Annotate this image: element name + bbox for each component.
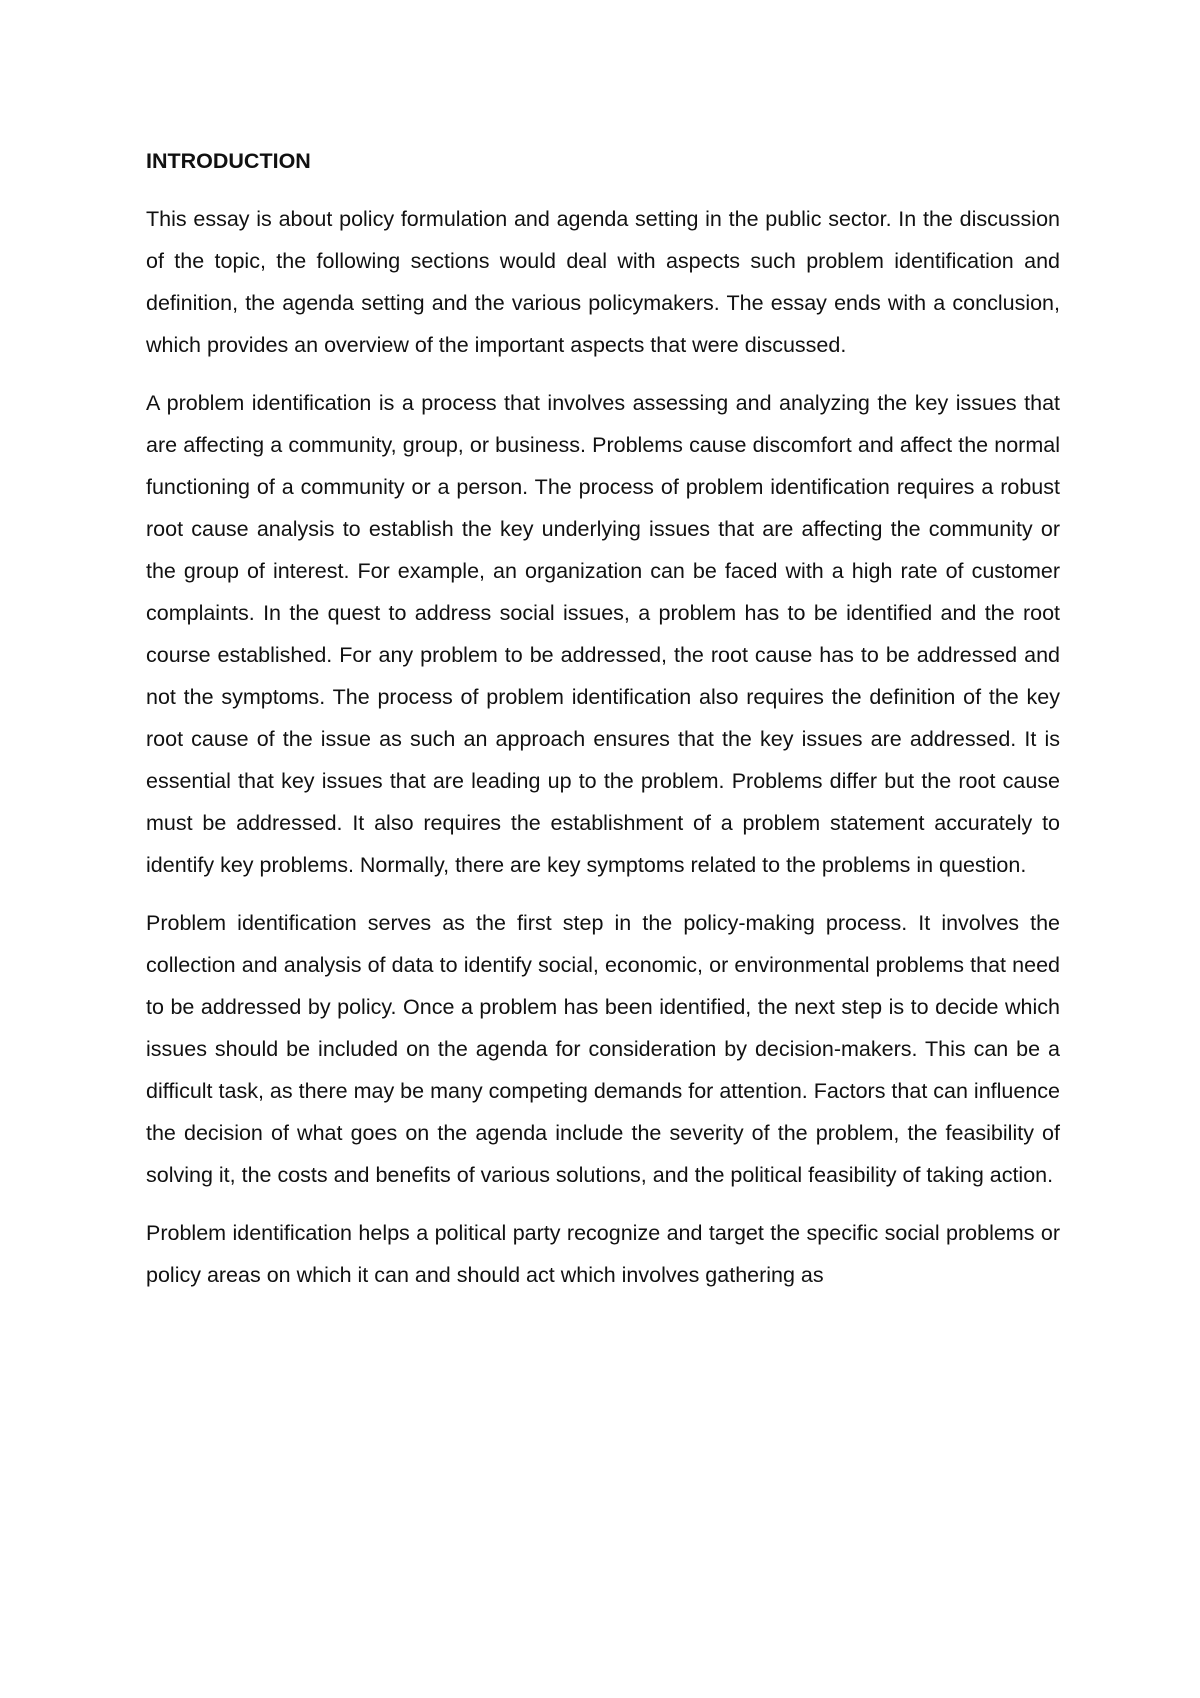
paragraph-political-party: Problem identification helps a political party recognize and target the specific social problems or policy areas on which it can and should act which involves gathering as <box>146 1221 1060 1287</box>
section-heading: INTRODUCTION <box>146 149 311 173</box>
paragraph-policy-making-process: Problem identification serves as the first step in the policy-making process. It involves the collection and analysis of data to identify social, economic, or environmental problems that need to be addressed by policy. Once a problem has been identified, the next step is to decide which issues should be included on the agenda for consideration by decision-makers. This can be a difficult task, as there may be many competing demands for attention. Factors that can influence the decision of what goes on the agenda include the severity of the problem, the feasibility of solving it, the costs and benefits of various solutions, and the political feasibility of taking action. <box>146 911 1060 1187</box>
paragraph-intro: This essay is about policy formulation and agenda setting in the public sector. In the discussion of the topic, the following sections would deal with aspects such problem identification and definition, the agenda setting and the various policymakers. The essay ends with a conclusion, which provides an overview of the important aspects that were discussed. <box>146 207 1060 357</box>
paragraph-problem-identification: A problem identification is a process that involves assessing and analyzing the key issues that are affecting a community, group, or business. Problems cause discomfort and affect the normal functioning of a community or a person. The process of problem identification requires a robust root cause analysis to establish the key underlying issues that are affecting the community or the group of interest. For example, an organization can be faced with a high rate of customer complaints. In the quest to address social issues, a problem has to be identified and the root course established. For any problem to be addressed, the root cause has to be addressed and not the symptoms. The process of problem identification also requires the definition of the key root cause of the issue as such an approach ensures that the key issues are addressed. It is essential that key issues that are leading up to the problem. Problems differ but the root cause must be addressed. It also requires the establishment of a problem statement accurately to identify key problems. Normally, there are key symptoms related to the problems in question. <box>146 391 1060 877</box>
document-body <box>146 140 1060 1312</box>
